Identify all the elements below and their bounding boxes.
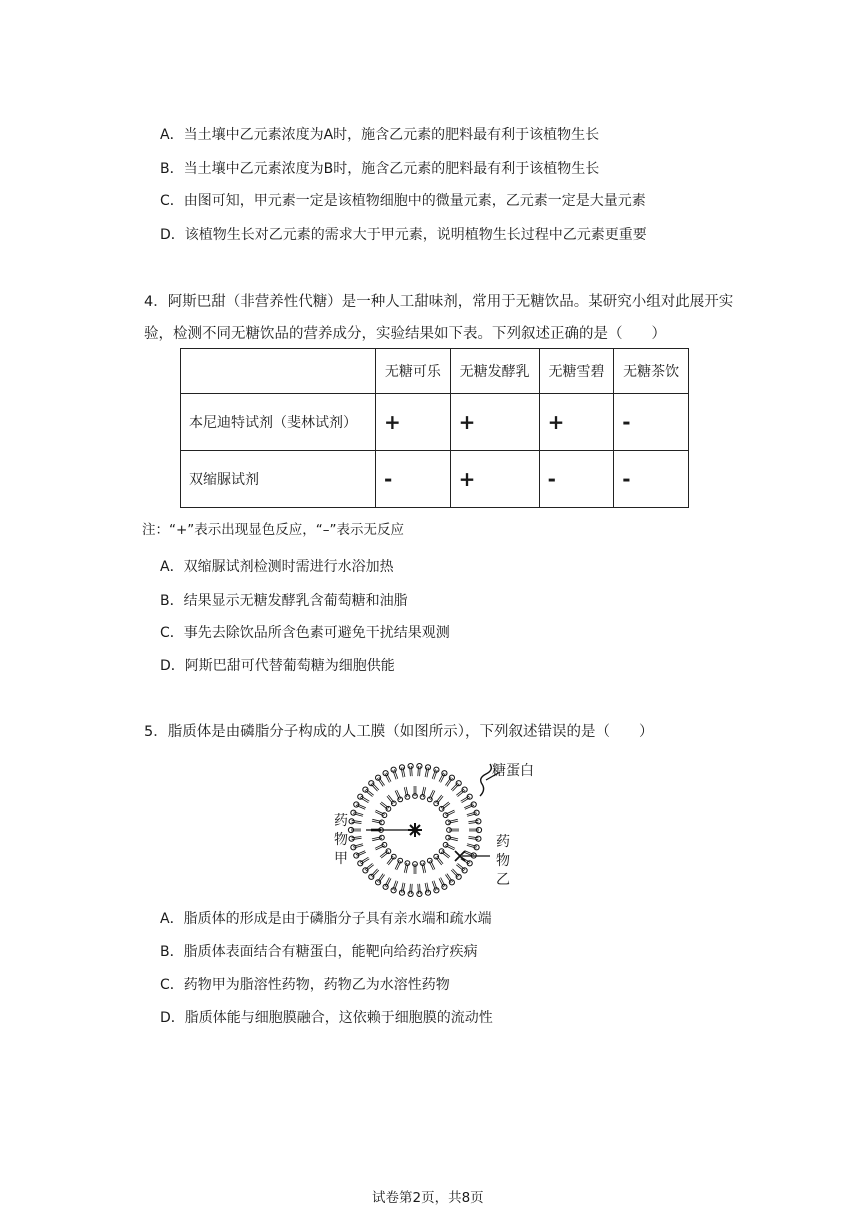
phospholipid-head: [408, 764, 413, 769]
q3-option-b: B．当土壤中乙元素浓度为B时，施含乙元素的肥料最有利于该植物生长: [160, 161, 600, 177]
phospholipid-head: [420, 795, 425, 800]
phospholipid-tail: [445, 846, 454, 850]
phospholipid-head: [425, 890, 430, 895]
phospholipid-tail: [410, 766, 411, 776]
result-cell: +: [450, 394, 539, 451]
table-header-cell: [181, 349, 376, 394]
q4-option-b: B．结果显示无糖发酵乳含葡萄糖和油脂: [160, 593, 408, 609]
table-row: [181, 451, 689, 508]
phospholipid-tail: [445, 810, 454, 814]
table-header-cell: 无糖可乐: [376, 349, 451, 394]
q5-option-a: A．脂质体的形成是由于磷脂分子具有亲水端和疏水端: [160, 911, 492, 927]
phospholipid-head: [420, 861, 425, 866]
results-table: [180, 348, 689, 508]
phospholipid-head: [380, 835, 385, 840]
table-header-cell: 无糖发酵乳: [450, 349, 539, 394]
result-cell: -: [614, 451, 689, 508]
phospholipid-head: [405, 795, 410, 800]
q4-option-d: D．阿斯巴甜可代替葡萄糖为细胞供能: [160, 658, 395, 674]
table-header-cell: 无糖雪碧: [539, 349, 614, 394]
q5-stem: 5．脂质体是由磷脂分子构成的人工膜（如图所示），下列叙述错误的是（ ）: [144, 724, 654, 740]
phospholipid-head: [413, 862, 418, 867]
phospholipid-head: [349, 819, 354, 824]
q5-option-b: B．脂质体表面结合有糖蛋白，能靶向给药治疗疾病: [160, 944, 478, 960]
row-header-cell: 双缩脲试剂: [181, 451, 376, 508]
phospholipid-head: [399, 765, 404, 770]
phospholipid-tail: [401, 883, 403, 893]
phospholipid-head: [349, 836, 354, 841]
phospholipid-tail: [410, 884, 411, 894]
table-header-row: [181, 349, 689, 394]
phospholipid-head: [399, 890, 404, 895]
phospholipid-head: [446, 820, 451, 825]
q4-option-c: C．事先去除饮品所含色素可避免干扰结果观测: [160, 625, 450, 641]
q3-option-a: A．当土壤中乙元素浓度为A时，施含乙元素的肥料最有利于该植物生长: [160, 127, 600, 143]
phospholipid-head: [417, 891, 422, 896]
page-footer: 试卷第2页，共8页: [372, 1190, 484, 1206]
glycoprotein-marker: [480, 764, 491, 796]
phospholipid-head: [405, 861, 410, 866]
phospholipid-head: [348, 827, 353, 832]
drug-b-label: 药 物 乙: [496, 834, 510, 888]
table-header-cell: 无糖茶饮: [614, 349, 689, 394]
row-header-cell: 本尼迪特试剂（斐林试剂）: [181, 394, 376, 451]
result-cell: -: [614, 394, 689, 451]
q3-option-d: D．该植物生长对乙元素的需求大于甲元素，说明植物生长过程中乙元素更重要: [160, 227, 647, 243]
phospholipid-tail: [427, 883, 429, 893]
phospholipid-head: [476, 836, 481, 841]
phospholipid-tail: [395, 791, 399, 800]
glycoprotein-label: 糖蛋白: [492, 763, 534, 779]
phospholipid-head: [447, 828, 452, 833]
result-cell: +: [450, 451, 539, 508]
phospholipid-head: [413, 794, 418, 799]
phospholipid-tail: [420, 884, 421, 894]
phospholipid-head: [408, 891, 413, 896]
result-cell: +: [376, 394, 451, 451]
phospholipid-tail: [427, 768, 429, 778]
q4-stem-line2: 验，检测不同无糖饮品的营养成分，实验结果如下表。下列叙述正确的是（ ）: [144, 326, 666, 342]
phospholipid-tail: [352, 838, 362, 839]
phospholipid-head: [425, 765, 430, 770]
result-cell: -: [376, 451, 451, 508]
phospholipid-tail: [468, 838, 478, 839]
result-cell: +: [539, 394, 614, 451]
phospholipid-tail: [401, 768, 403, 778]
phospholipid-head: [417, 764, 422, 769]
result-cell: -: [539, 451, 614, 508]
phospholipid-head: [476, 819, 481, 824]
phospholipid-head: [476, 827, 481, 832]
phospholipid-tail: [431, 860, 435, 869]
phospholipid-tail: [352, 820, 362, 821]
q3-option-c: C．由图可知，甲元素一定是该植物细胞中的微量元素，乙元素一定是大量元素: [160, 193, 646, 209]
phospholipid-tail: [376, 810, 385, 814]
phospholipid-head: [446, 835, 451, 840]
table-note: 注：“+”表示出现显色反应，“–”表示无反应: [142, 522, 405, 538]
phospholipid-tail: [395, 860, 399, 869]
phospholipid-tail: [468, 820, 478, 821]
q5-option-d: D．脂质体能与细胞膜融合，这依赖于细胞膜的流动性: [160, 1010, 493, 1026]
table-row: [181, 394, 689, 451]
phospholipid-tail: [420, 766, 421, 776]
drug-a-label: 药 物 甲: [334, 813, 348, 867]
q5-option-c: C．药物甲为脂溶性药物，药物乙为水溶性药物: [160, 977, 450, 993]
q4-stem-line1: 4．阿斯巴甜（非营养性代糖）是一种人工甜味剂，常用于无糖饮品。某研究小组对此展开实: [144, 294, 734, 310]
phospholipid-head: [380, 820, 385, 825]
phospholipid-tail: [431, 791, 435, 800]
q4-option-a: A．双缩脲试剂检测时需进行水浴加热: [160, 559, 394, 575]
phospholipid-tail: [376, 846, 385, 850]
